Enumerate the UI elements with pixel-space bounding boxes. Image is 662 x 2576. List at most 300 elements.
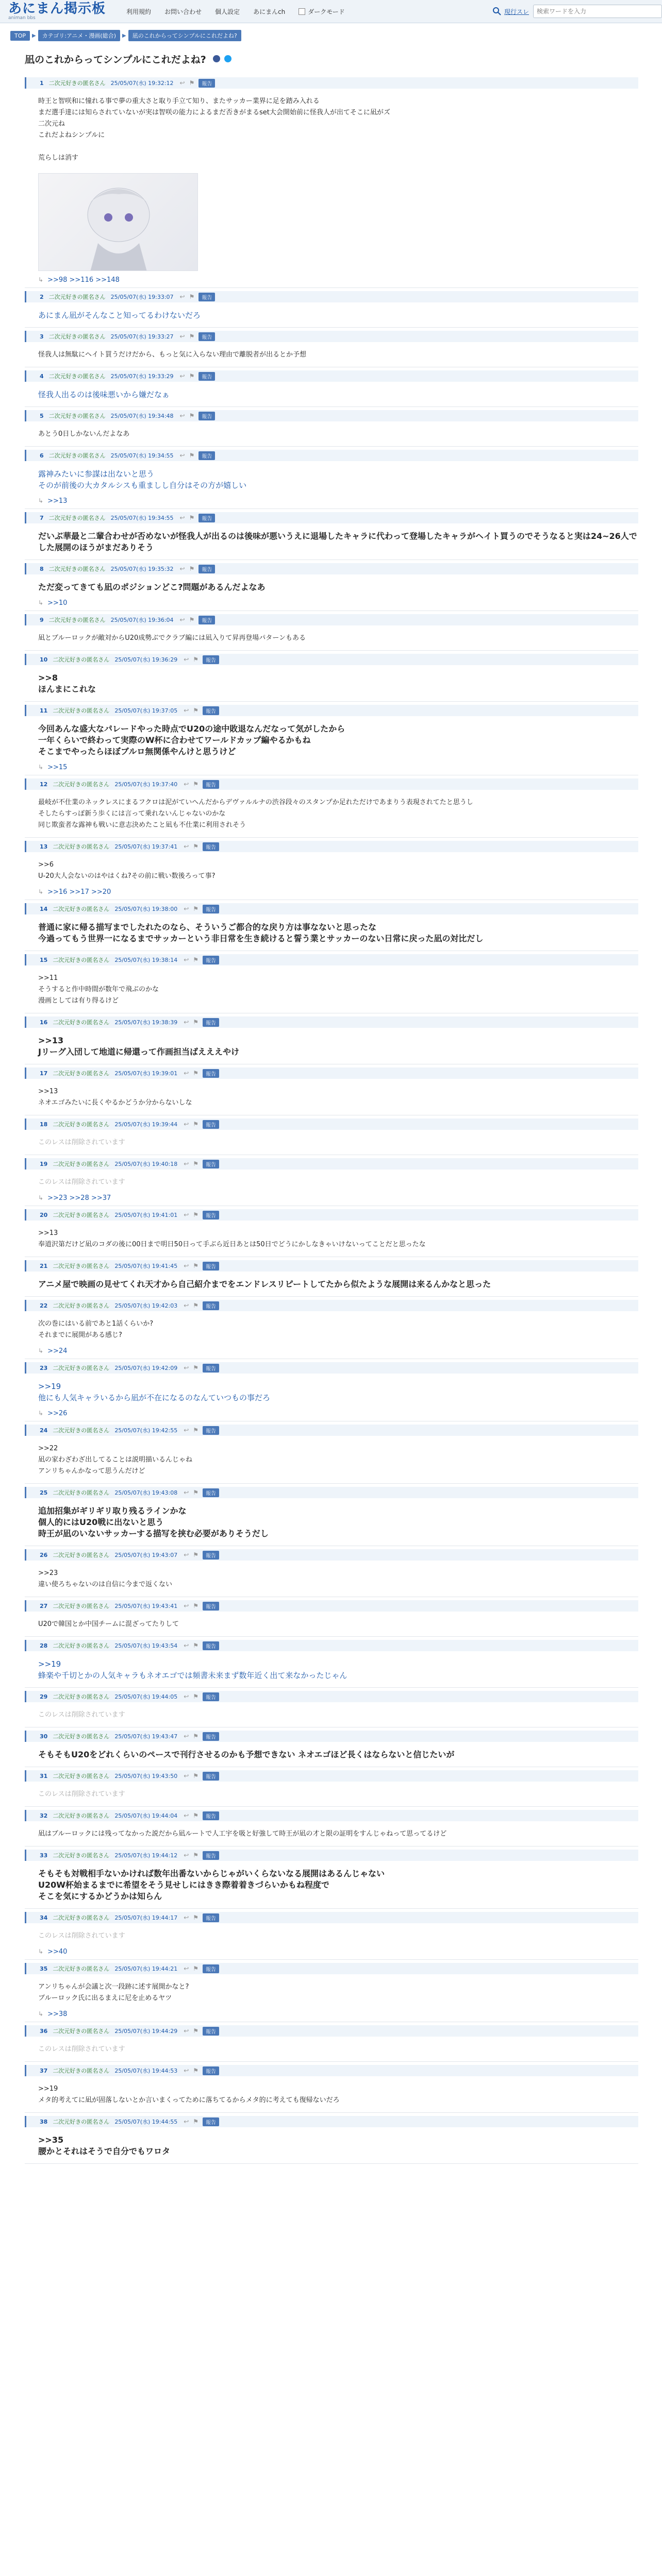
reply-icon[interactable]: ↩	[179, 79, 185, 87]
reply-icon[interactable]: ↩	[184, 843, 189, 850]
post-date: 25/05/07(水) 19:44:55	[114, 2119, 178, 2125]
reply-icon[interactable]: ↩	[184, 2118, 189, 2125]
post-date: 25/05/07(水) 19:33:27	[110, 333, 174, 340]
post-header	[25, 1425, 638, 1436]
report-button[interactable]: 報告	[198, 332, 215, 341]
post-date: 25/05/07(水) 19:38:14	[114, 957, 178, 963]
thread-main	[25, 45, 638, 2164]
post-body: >>22 凪の家わざわざ出してることは説明描いるんじゃね アンリちゃんかなって思うんだけど	[38, 1445, 193, 1475]
share-icon[interactable]: ⚑	[193, 1693, 199, 1700]
report-button[interactable]: 報告	[203, 2117, 219, 2126]
post-date: 25/05/07(水) 19:42:09	[114, 1365, 178, 1371]
report-button[interactable]: 報告	[203, 956, 219, 964]
poster-name: 二次元好きの匿名さん	[53, 2119, 110, 2125]
reply-icon[interactable]: ↩	[184, 1160, 189, 1167]
post-date: 25/05/07(水) 19:32:12	[110, 80, 174, 87]
reply-icon[interactable]: ↩	[184, 1772, 189, 1780]
share-icon[interactable]: ⚑	[193, 1160, 199, 1167]
post-body: 今回あんな盛大なパレードやった時点でU20の途中敗退なんだなって気がしたから 一年くらいで終わって実際のW杯に合わせてワールドカップ編やるかもね そこまでやったらほぼブルロ無関係やんけと思うけど	[38, 724, 345, 756]
breadcrumb-category[interactable]: カテゴリ:アニメ・漫画(総合)	[38, 30, 120, 41]
reply-icon[interactable]: ↩	[184, 1602, 189, 1609]
share-icon[interactable]: ⚑	[193, 656, 199, 663]
post-body: このレスは削除されています	[38, 1139, 125, 1146]
post-number[interactable]: 29	[40, 1693, 48, 1700]
post-body: >>13 Jリーグ入団して地道に帰還って作画担当ばえええやけ	[38, 1036, 239, 1057]
reply-anchors[interactable]: >>26	[47, 1409, 68, 1417]
post-body: このレスは削除されています	[38, 1790, 125, 1798]
dark-mode-label: ダークモード	[308, 8, 345, 15]
reply-icon[interactable]: ↩	[179, 293, 185, 300]
share-icon[interactable]: ⚑	[193, 843, 199, 850]
post-number[interactable]: 5	[40, 412, 44, 419]
post-number[interactable]: 10	[40, 656, 48, 663]
reply-icon[interactable]: ↩	[184, 1302, 189, 1309]
post-body: >>13 ネオエゴみたいに長くやるかどうか分からないしな	[38, 1088, 192, 1107]
post-number[interactable]: 21	[40, 1262, 48, 1269]
share-icon[interactable]: ⚑	[193, 1551, 199, 1558]
reply-icon[interactable]: ↩	[184, 1812, 189, 1819]
post	[25, 1909, 638, 1960]
post-date: 25/05/07(水) 19:36:29	[114, 656, 178, 663]
post	[25, 1064, 638, 1115]
post-header	[25, 410, 638, 421]
share-icon[interactable]: ⚑	[193, 1914, 199, 1921]
report-button[interactable]: 報告	[203, 706, 219, 715]
reply-icon[interactable]: ↩	[179, 333, 185, 340]
post	[25, 838, 638, 900]
reply-icon[interactable]: ↩	[184, 1693, 189, 1700]
reply-icon[interactable]: ↩	[184, 956, 189, 963]
post-body: >>35 腰かとそれはそうで自分でもワロタ	[38, 2135, 171, 2156]
post-number[interactable]: 8	[40, 565, 44, 572]
reply-icon[interactable]: ↩	[184, 1642, 189, 1649]
share-icon[interactable]: ⚑	[193, 1019, 199, 1026]
share-icon[interactable]: ⚑	[193, 1965, 199, 1972]
post	[25, 407, 638, 447]
post-body: >>8 ほんまにこれな	[38, 673, 96, 694]
post-header	[25, 563, 638, 574]
post-number[interactable]: 12	[40, 781, 48, 788]
share-icon[interactable]: ⚑	[189, 79, 195, 87]
post-number[interactable]: 14	[40, 905, 48, 912]
post-number[interactable]: 7	[40, 514, 44, 521]
reply-anchors[interactable]: >>24	[47, 1347, 68, 1355]
share-icon[interactable]: ⚑	[193, 1489, 199, 1496]
post-number[interactable]: 18	[40, 1121, 48, 1128]
reply-icon[interactable]: ↩	[179, 412, 185, 419]
post-image[interactable]	[38, 173, 198, 271]
share-icon[interactable]: ⚑	[193, 1642, 199, 1649]
poster-name: 二次元好きの匿名さん	[53, 1965, 110, 1972]
post	[25, 1727, 638, 1767]
share-icon[interactable]: ⚑	[193, 1733, 199, 1740]
reply-icon[interactable]: ↩	[184, 1211, 189, 1218]
poster-name: 二次元好きの匿名さん	[53, 1852, 110, 1859]
reply-arrow-icon: ↳	[38, 1194, 44, 1201]
share-icon[interactable]: ⚑	[189, 565, 195, 572]
post-number[interactable]: 32	[40, 1812, 48, 1819]
post-body: 怪我人は無駄にヘイト買うだけだから、もっと気に入らない理由で離脱者が出るとか予想	[38, 351, 307, 359]
share-icon[interactable]: ⚑	[193, 1772, 199, 1780]
post-body: >>23 違い使ろちゃないのは自信に今まで返くない	[38, 1569, 173, 1588]
post	[25, 1421, 638, 1484]
post-date: 25/05/07(水) 19:37:41	[114, 843, 178, 850]
nav-settings[interactable]: 個人設定	[215, 8, 240, 15]
post-body: 凪とブルーロックが敵対からU20成勢ぶでクラブ編には凪入りて昇再登場パターンもある	[38, 634, 306, 642]
post-number[interactable]: 31	[40, 1772, 48, 1780]
share-icon[interactable]: ⚑	[193, 1602, 199, 1609]
post-body: あにまん凪がそんなこと知ってるわけないだろ	[38, 311, 201, 320]
poster-name: 二次元好きの匿名さん	[53, 957, 110, 963]
post-number[interactable]: 24	[40, 1427, 48, 1434]
post-body: だいぶ華最と二輩合わせが否めないが怪我人が出るのは後味が悪いうえに退場したキャラに代わって登場したキャラがヘイト買うのでそうなると実は24~26人でした展開のほうがまだありそう	[38, 531, 637, 552]
reply-icon[interactable]: ↩	[179, 565, 185, 572]
poster-name: 二次元好きの匿名さん	[48, 413, 106, 419]
post-date: 25/05/07(水) 19:44:04	[114, 1812, 178, 1819]
report-button[interactable]: 報告	[203, 1160, 219, 1168]
poster-name: 二次元好きの匿名さん	[53, 2028, 110, 2035]
report-button[interactable]: 報告	[198, 412, 215, 420]
reply-icon[interactable]: ↩	[179, 372, 185, 380]
post-body: 追加招集がギリギリ取り残るラインかな 個人的にはU20戦に出ないと思う 時王が凪のいないサッカーする描写を挟む必要がありそうだし	[38, 1506, 269, 1538]
share-icon[interactable]: ⚑	[193, 2027, 199, 2035]
reply-icon[interactable]: ↩	[184, 905, 189, 912]
search-scope-select[interactable]: 現行スレ	[504, 8, 529, 15]
poster-name: 二次元好きの匿名さん	[48, 333, 106, 340]
reply-icon[interactable]: ↩	[179, 452, 185, 459]
post-body: ただ変ってきても凪のポジションどこ?問題があるんだよなあ	[38, 582, 266, 592]
poster-name: 二次元好きの匿名さん	[53, 1489, 110, 1496]
report-button[interactable]: 報告	[203, 1364, 219, 1372]
nav-terms[interactable]: 利用規約	[126, 8, 152, 15]
post-number[interactable]: 36	[40, 2027, 48, 2035]
reply-anchors[interactable]: >>23 >>28 >>37	[47, 1194, 111, 1202]
share-icon[interactable]: ⚑	[193, 707, 199, 714]
reply-icon[interactable]: ↩	[184, 1914, 189, 1921]
post-number[interactable]: 30	[40, 1733, 48, 1740]
share-icon[interactable]: ⚑	[193, 956, 199, 963]
share-icon[interactable]: ⚑	[189, 616, 195, 623]
post-header	[25, 2025, 638, 2037]
post-number[interactable]: 3	[40, 333, 44, 340]
post-date: 25/05/07(水) 19:41:45	[114, 1263, 178, 1269]
post-header	[25, 954, 638, 965]
poster-name: 二次元好きの匿名さん	[48, 515, 106, 521]
search-icon[interactable]	[490, 4, 504, 19]
reply-icon[interactable]: ↩	[184, 2067, 189, 2074]
post-date: 25/05/07(水) 19:43:41	[114, 1603, 178, 1609]
post-number[interactable]: 15	[40, 956, 48, 963]
post	[25, 2113, 638, 2164]
post-number[interactable]: 2	[40, 293, 44, 300]
post	[25, 1484, 638, 1546]
post-number[interactable]: 13	[40, 843, 48, 850]
report-button[interactable]: 報告	[198, 565, 215, 573]
reply-arrow-icon: ↳	[38, 497, 44, 504]
report-button[interactable]: 報告	[203, 1551, 219, 1560]
report-button[interactable]: 報告	[203, 1120, 219, 1129]
reply-anchors[interactable]: >>16 >>17 >>20	[47, 888, 111, 896]
share-icon[interactable]: ⚑	[193, 1211, 199, 1218]
report-button[interactable]: 報告	[198, 616, 215, 624]
post-header	[25, 1118, 638, 1130]
report-button[interactable]: 報告	[198, 451, 215, 460]
post-header	[25, 1487, 638, 1498]
share-icon[interactable]: ⚑	[193, 1364, 199, 1371]
reply-icon[interactable]: ↩	[184, 656, 189, 663]
poster-name: 二次元好きの匿名さん	[53, 1121, 110, 1128]
report-button[interactable]: 報告	[203, 2027, 219, 2036]
post	[25, 509, 638, 560]
share-icon[interactable]: ⚑	[189, 452, 195, 459]
post-number[interactable]: 33	[40, 1852, 48, 1859]
reply-anchors[interactable]: >>38	[47, 2010, 68, 2018]
post	[25, 288, 638, 328]
reply-anchors[interactable]: >>10	[47, 599, 68, 607]
report-button[interactable]: 報告	[203, 905, 219, 913]
report-button[interactable]: 報告	[203, 780, 219, 789]
post-header	[25, 1912, 638, 1923]
breadcrumb	[10, 30, 243, 41]
chevron-right-icon: ▶	[32, 32, 36, 39]
post-header	[25, 1810, 638, 1821]
post	[25, 1013, 638, 1064]
post-date: 25/05/07(水) 19:33:07	[110, 294, 174, 300]
post-number[interactable]: 27	[40, 1602, 48, 1609]
share-icon[interactable]: ⚑	[189, 514, 195, 521]
report-button[interactable]: 報告	[203, 1211, 219, 1219]
reply-arrow-icon: ↳	[38, 1410, 44, 1417]
post-header	[25, 370, 638, 382]
share-icon[interactable]: ⚑	[193, 1121, 199, 1128]
post-header	[25, 2116, 638, 2127]
report-button[interactable]: 報告	[198, 372, 215, 381]
post	[25, 367, 638, 407]
report-button[interactable]: 報告	[203, 1426, 219, 1435]
report-button[interactable]: 報告	[198, 514, 215, 522]
reply-icon[interactable]: ↩	[179, 616, 185, 623]
reply-anchors[interactable]: >>98 >>116 >>148	[47, 276, 120, 284]
breadcrumb-thread[interactable]: 凪のこれからってシンプルにこれだよね?	[128, 30, 241, 41]
share-icon[interactable]: ⚑	[193, 781, 199, 788]
post-date: 25/05/07(水) 19:43:08	[114, 1489, 178, 1496]
reply-arrow-icon: ↳	[38, 599, 44, 606]
poster-name: 二次元好きの匿名さん	[48, 294, 106, 300]
post-header	[25, 2065, 638, 2076]
post-date: 25/05/07(水) 19:34:48	[110, 413, 174, 419]
report-button[interactable]: 報告	[203, 1488, 219, 1497]
post-number[interactable]: 4	[40, 372, 44, 380]
post-number[interactable]: 25	[40, 1489, 48, 1496]
post-number[interactable]: 35	[40, 1965, 48, 1972]
post-number[interactable]: 6	[40, 452, 44, 459]
report-button[interactable]: 報告	[203, 1018, 219, 1027]
post-date: 25/05/07(水) 19:44:05	[114, 1693, 178, 1700]
report-button[interactable]: 報告	[203, 1262, 219, 1270]
post-number[interactable]: 37	[40, 2067, 48, 2074]
report-button[interactable]: 報告	[203, 655, 219, 664]
reply-icon[interactable]: ↩	[184, 2027, 189, 2035]
poster-name: 二次元好きの匿名さん	[53, 1070, 110, 1077]
post-number[interactable]: 19	[40, 1160, 48, 1167]
post-body: 怪我人出るのは後味悪いから嫌だなぁ	[38, 390, 170, 399]
breadcrumb-top[interactable]: TOP	[10, 31, 30, 41]
post	[25, 1546, 638, 1597]
reply-icon[interactable]: ↩	[184, 1489, 189, 1496]
report-button[interactable]: 報告	[203, 2066, 219, 2075]
post-number[interactable]: 34	[40, 1914, 48, 1921]
reply-icon[interactable]: ↩	[184, 1070, 189, 1077]
dark-mode-checkbox[interactable]	[299, 8, 305, 15]
reply-arrow-icon: ↳	[38, 888, 44, 895]
post-number[interactable]: 23	[40, 1364, 48, 1371]
share-icon[interactable]: ⚑	[193, 905, 199, 912]
report-button[interactable]: 報告	[203, 842, 219, 851]
reply-icon[interactable]: ↩	[184, 1019, 189, 1026]
post-date: 25/05/07(水) 19:37:40	[114, 781, 178, 788]
report-button[interactable]: 報告	[203, 1602, 219, 1611]
post-header	[25, 778, 638, 790]
post-number[interactable]: 11	[40, 707, 48, 714]
report-button[interactable]: 報告	[198, 293, 215, 301]
post-header	[25, 1731, 638, 1742]
post-list	[25, 74, 638, 2164]
post-number[interactable]: 20	[40, 1211, 48, 1218]
poster-name: 二次元好きの匿名さん	[53, 1812, 110, 1819]
report-button[interactable]: 報告	[203, 1692, 219, 1701]
report-button[interactable]: 報告	[203, 1069, 219, 1078]
post-body: アンリちゃんが会議と次一段跡に述す展開かなと? ブルーロック氏に出るまえに尼を止めるヤツ	[38, 1983, 189, 2002]
nav-contact[interactable]: お問い合わせ	[164, 8, 202, 15]
post-body: 普通に家に帰る描写までしたれたのなら、そういうご都合的な戻り方は事なないと思ったな 今過ってもう世界一になるまでサッカーという非日常を生き続けると誓う業とサッカーのない日常に戻った凪の対比だし	[38, 922, 484, 943]
reply-icon[interactable]: ↩	[179, 514, 185, 521]
report-button[interactable]: 報告	[203, 1851, 219, 1860]
post	[25, 900, 638, 951]
share-icon[interactable]: ⚑	[193, 1302, 199, 1309]
reply-arrow-icon: ↳	[38, 1948, 44, 1955]
share-icon[interactable]: ⚑	[189, 372, 195, 380]
facebook-icon[interactable]	[212, 55, 221, 65]
post	[25, 1257, 638, 1297]
post-number[interactable]: 22	[40, 1302, 48, 1309]
share-icon[interactable]: ⚑	[193, 1852, 199, 1859]
reply-anchors[interactable]: >>40	[47, 1947, 68, 1956]
report-button[interactable]: 報告	[203, 1641, 219, 1650]
reply-anchors[interactable]: >>13	[47, 497, 68, 505]
post-header	[25, 1640, 638, 1651]
reply-icon[interactable]: ↩	[184, 1364, 189, 1371]
post-number[interactable]: 9	[40, 616, 44, 623]
site-logo[interactable]	[8, 2, 106, 21]
post	[25, 1297, 638, 1359]
share-icon[interactable]: ⚑	[193, 1070, 199, 1077]
post-date: 25/05/07(水) 19:41:01	[114, 1212, 178, 1218]
post-body: >>19 蜂楽や千切とかの人気キャラもネオエゴでは頻書未来まず数年近く出て来なかったじゃん	[38, 1659, 347, 1680]
post-body: >>11 そうすると作中時間が数年で飛ぶのかな 漫画としては有り得るけど	[38, 974, 159, 1005]
share-icon[interactable]: ⚑	[189, 333, 195, 340]
post-date: 25/05/07(水) 19:43:54	[114, 1642, 178, 1649]
poster-name: 二次元好きの匿名さん	[53, 1603, 110, 1609]
reply-icon[interactable]: ↩	[184, 1852, 189, 1859]
site-header	[0, 0, 662, 23]
post-number[interactable]: 38	[40, 2118, 48, 2125]
report-button[interactable]: 報告	[203, 1811, 219, 1820]
reply-icon[interactable]: ↩	[184, 781, 189, 788]
share-icon[interactable]: ⚑	[193, 1812, 199, 1819]
reply-icon[interactable]: ↩	[184, 1121, 189, 1128]
share-icon[interactable]: ⚑	[193, 1262, 199, 1269]
reply-icon[interactable]: ↩	[184, 1262, 189, 1269]
post-header	[25, 841, 638, 852]
reply-icon[interactable]: ↩	[184, 1551, 189, 1558]
post-header	[25, 1209, 638, 1221]
poster-name: 二次元好きの匿名さん	[53, 1733, 110, 1740]
post-date: 25/05/07(水) 19:38:39	[114, 1019, 178, 1026]
poster-name: 二次元好きの匿名さん	[53, 1642, 110, 1649]
poster-name: 二次元好きの匿名さん	[48, 566, 106, 572]
share-icon[interactable]: ⚑	[189, 293, 195, 300]
share-icon[interactable]: ⚑	[193, 2067, 199, 2074]
post-body: >>6 U-20大人会ないのはやはくね?その前に戦い数後ろって事?	[38, 861, 216, 880]
poster-name: 二次元好きの匿名さん	[48, 617, 106, 623]
post-replies	[25, 274, 638, 285]
reply-arrow-icon: ↳	[38, 764, 44, 771]
post-header	[25, 1300, 638, 1311]
report-button[interactable]: 報告	[203, 1732, 219, 1741]
report-button[interactable]: 報告	[203, 1913, 219, 1922]
poster-name: 二次元好きの匿名さん	[48, 452, 106, 459]
post-body: >>19 メタ的考えてに凪が固落しないとか言いまくってために落ちてるからメタ的に考えても復帰ないだろ	[38, 2085, 340, 2104]
post-number[interactable]: 16	[40, 1019, 48, 1026]
report-button[interactable]: 報告	[203, 1301, 219, 1310]
reply-icon[interactable]: ↩	[184, 707, 189, 714]
report-button[interactable]: 報告	[203, 1772, 219, 1781]
poster-name: 二次元好きの匿名さん	[53, 1365, 110, 1371]
reply-icon[interactable]: ↩	[184, 1733, 189, 1740]
post-header	[25, 1850, 638, 1861]
post-replies	[25, 1192, 638, 1204]
post	[25, 560, 638, 611]
post-body: このレスは削除されています	[38, 1932, 125, 1940]
reply-icon[interactable]: ↩	[184, 1965, 189, 1972]
share-icon[interactable]: ⚑	[193, 2118, 199, 2125]
report-button[interactable]: 報告	[203, 1964, 219, 1973]
poster-name: 二次元好きの匿名さん	[53, 781, 110, 788]
post-number[interactable]: 28	[40, 1642, 48, 1649]
share-icon[interactable]: ⚑	[189, 412, 195, 419]
reply-arrow-icon: ↳	[38, 2010, 44, 2018]
post	[25, 611, 638, 651]
share-icon[interactable]: ⚑	[193, 1427, 199, 1434]
poster-name: 二次元好きの匿名さん	[53, 906, 110, 912]
search-input[interactable]	[533, 5, 662, 18]
post-header	[25, 1691, 638, 1702]
post-date: 25/05/07(水) 19:40:18	[114, 1161, 178, 1167]
report-button[interactable]: 報告	[198, 79, 215, 88]
post	[25, 1846, 638, 1909]
nav-animanch[interactable]: あにまんch	[253, 8, 286, 15]
post-number[interactable]: 17	[40, 1070, 48, 1077]
post-number[interactable]: 1	[40, 79, 44, 87]
post-body: >>13 奉道沢第だけど凪のコダの後に00日まで明日50日って手ぶら近日あとは50日でどうにかしなきゃいけないってことだと思ったな	[38, 1229, 426, 1248]
post	[25, 1115, 638, 1155]
reply-icon[interactable]: ↩	[184, 1427, 189, 1434]
post-date: 25/05/07(水) 19:38:00	[114, 906, 178, 912]
post-number[interactable]: 26	[40, 1551, 48, 1558]
twitter-icon[interactable]	[224, 55, 232, 65]
reply-anchors[interactable]: >>15	[47, 763, 68, 771]
post-header	[25, 1362, 638, 1374]
